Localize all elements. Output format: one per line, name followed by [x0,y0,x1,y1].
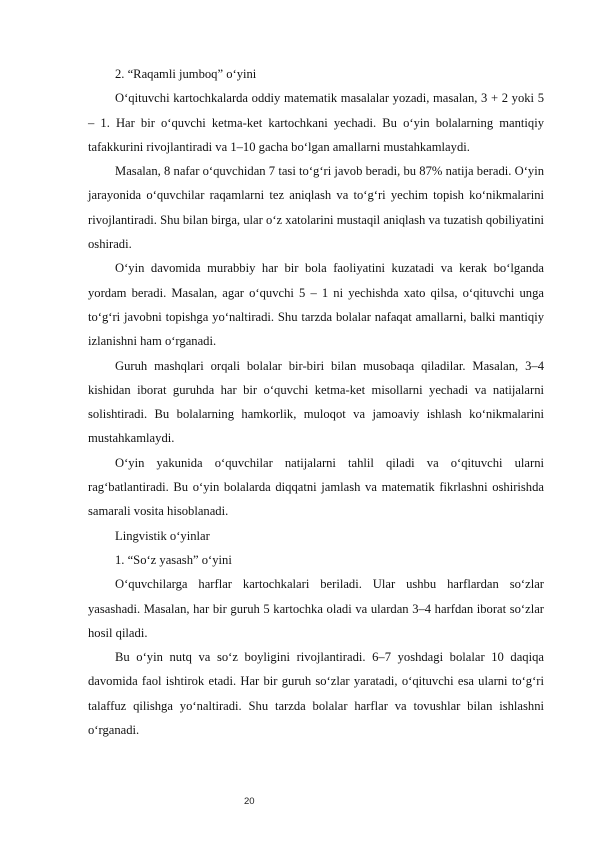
section-heading-lingvistik-oyinlar: Lingvistik o‘yinlar [115,528,210,543]
paragraph: Guruh mashqlari orqali bolalar bir-biri bilan musobaqa qiladilar. Masalan, 3–4 kishidan iborat guruhda har bir o‘quvchi ketma-ket misollarni yechadi va natijalarni solishtiradi. Bu bolalarning hamkorlik, muloqot va jamoaviy ishlash ko‘nikmalarini mustahkamlaydi. [88,358,544,446]
page-number: 20 [244,796,255,807]
paragraph: O‘yin yakunida o‘quvchilar natijalarni tahlil qiladi va o‘qituvchi ularni rag‘batlantiradi. Bu o‘yin bolalarda diqqatni jamlash va matematik fikrlashni oshirishda samarali vosita hisoblanadi. [88,455,544,519]
document-body [88,62,544,742]
paragraph: O‘qituvchi kartochkalarda oddiy matematik masalalar yozadi, masalan, 3 + 2 yoki 5 – 1. Har bir o‘quvchi ketma-ket kartochkani yechadi. Bu o‘yin bolalarning mantiqiy tafakkurini rivojlantiradi va 1–10 gacha bo‘lgan amallarni mustahkamlaydi. [88,91,544,154]
paragraph: O‘yin davomida murabbiy har bir bola faoliyatini kuzatadi va kerak bo‘lganda yordam beradi. Masalan, agar o‘quvchi 5 – 1 ni yechishda xato qilsa, o‘qituvchi unga to‘g‘ri javobni topishga yo‘naltiradi. Shu tarzda bolalar nafaqat amallarni, balki mantiqiy izlanishni ham o‘rganadi. [88,261,544,349]
section-heading-raqamli-jumboq: 2. “Raqamli jumboq” o‘yini [115,67,257,81]
section-heading-soz-yasash: 1. “So‘z yasash” o‘yini [115,552,232,567]
paragraph: O‘quvchilarga harflar kartochkalari beriladi. Ular ushbu harflardan so‘zlar yasashadi. Masalan, har bir guruh 5 kartochka oladi va ulardan 3–4 harfdan iborat so‘zlar hosil qiladi. [88,577,544,640]
paragraph: Bu o‘yin nutq va so‘z boyligini rivojlantiradi. 6–7 yoshdagi bolalar 10 daqiqa davomida faol ishtirok etadi. Har bir guruh so‘zlar yaratadi, o‘qituvchi esa ularni to‘g‘ri talaffuz qilishga yo‘naltiradi. Shu tarzda bolalar harflar va tovushlar bilan ishlashni o‘rganadi. [88,650,544,738]
paragraph: Masalan, 8 nafar o‘quvchidan 7 tasi to‘g‘ri javob beradi, bu 87% natija beradi. O‘yin jarayonida o‘quvchilar raqamlarni tez aniqlash va to‘g‘ri yechim topish ko‘nikmalarini rivojlantiradi. Shu bilan birga, ular o‘z xatolarini mustaqil aniqlash va tuzatish qobiliyatini oshiradi. [88,164,544,252]
